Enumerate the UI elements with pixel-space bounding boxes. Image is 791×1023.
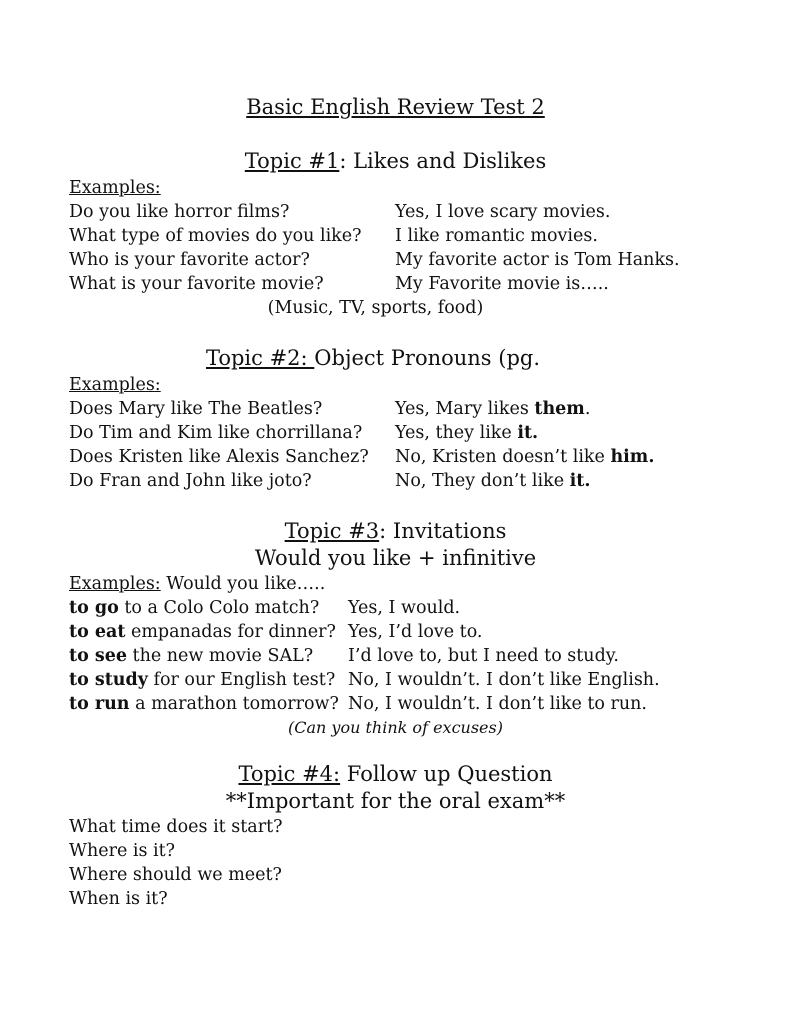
topic3-question: to run a marathon tomorrow?	[69, 694, 339, 714]
topic4-heading-label: Topic #4:	[238, 762, 341, 786]
topic3-answer: I’d love to, but I need to study.	[348, 646, 619, 666]
object-pronoun: him.	[610, 447, 655, 467]
object-pronoun: it.	[517, 423, 539, 443]
topic3-heading	[0, 518, 791, 544]
topic1-note: (Music, TV, sports, food)	[267, 298, 484, 318]
topic3-examples-rest: Would you like…..	[160, 574, 326, 594]
topic2-heading	[0, 345, 791, 371]
topic2-answer: No, They don’t like it.	[395, 471, 591, 491]
topic4-question: When is it?	[69, 889, 168, 909]
topic2-heading-rest: Object Pronouns (pg.	[314, 346, 541, 370]
topic1-question: Do you like horror films?	[69, 202, 290, 222]
topic3-subheading: Would you like + infinitive	[254, 546, 537, 570]
topic2-examples-label: Examples:	[69, 375, 161, 395]
topic1-question: Who is your favorite actor?	[69, 250, 310, 270]
topic3-answer: No, I wouldn’t. I don’t like to run.	[348, 694, 647, 714]
topic3-question: to see the new movie SAL?	[69, 646, 314, 666]
topic2-answer: Yes, they like it.	[395, 423, 539, 443]
topic3-question: to study for our English test?	[69, 670, 336, 690]
topic1-answer: I like romantic movies.	[395, 226, 598, 246]
infinitive-verb: to eat	[69, 622, 126, 642]
topic3-examples-label: Examples:	[69, 574, 161, 594]
topic2-heading-label: Topic #2:	[205, 346, 315, 370]
topic4-question: What time does it start?	[69, 817, 283, 837]
topic3-heading-rest: : Invitations	[379, 519, 507, 543]
topic2-question: Do Fran and John like joto?	[69, 471, 312, 491]
topic2-question: Does Mary like The Beatles?	[69, 399, 323, 419]
infinitive-verb: to study	[69, 670, 148, 690]
topic4-heading	[0, 761, 791, 787]
topic2-question: Do Tim and Kim like chorrillana?	[69, 423, 363, 443]
infinitive-verb: to see	[69, 646, 127, 666]
topic3-examples-line	[69, 572, 325, 596]
topic3-note: (Can you think of excuses)	[288, 718, 503, 737]
infinitive-verb: to go	[69, 598, 119, 618]
topic1-answer: My favorite actor is Tom Hanks.	[395, 250, 680, 270]
topic3-heading-label: Topic #3	[284, 519, 380, 543]
topic3-answer: Yes, I would.	[348, 598, 461, 618]
topic1-heading-label: Topic #1	[244, 149, 340, 173]
object-pronoun: them	[534, 399, 585, 419]
topic1-heading	[0, 148, 791, 174]
topic4-subheading: **Important for the oral exam**	[225, 789, 566, 813]
topic3-question: to go to a Colo Colo match?	[69, 598, 320, 618]
topic1-question: What type of movies do you like?	[69, 226, 362, 246]
topic3-question: to eat empanadas for dinner?	[69, 622, 336, 642]
topic1-answer: My Favorite movie is…..	[395, 274, 609, 294]
topic2-question: Does Kristen like Alexis Sanchez?	[69, 447, 369, 467]
topic1-examples-label: Examples:	[69, 178, 161, 198]
object-pronoun: it.	[569, 471, 591, 491]
infinitive-verb: to run	[69, 694, 130, 714]
topic2-answer: No, Kristen doesn’t like him.	[395, 447, 655, 467]
topic1-heading-rest: : Likes and Dislikes	[339, 149, 547, 173]
topic4-question: Where is it?	[69, 841, 176, 861]
topic4-heading-rest: Follow up Question	[340, 762, 553, 786]
topic4-question: Where should we meet?	[69, 865, 282, 885]
topic1-answer: Yes, I love scary movies.	[395, 202, 611, 222]
document-title: Basic English Review Test 2	[246, 95, 545, 119]
topic3-answer: Yes, I’d love to.	[348, 622, 483, 642]
topic2-answer: Yes, Mary likes them.	[395, 399, 591, 419]
topic3-answer: No, I wouldn’t. I don’t like English.	[348, 670, 660, 690]
topic1-question: What is your favorite movie?	[69, 274, 324, 294]
